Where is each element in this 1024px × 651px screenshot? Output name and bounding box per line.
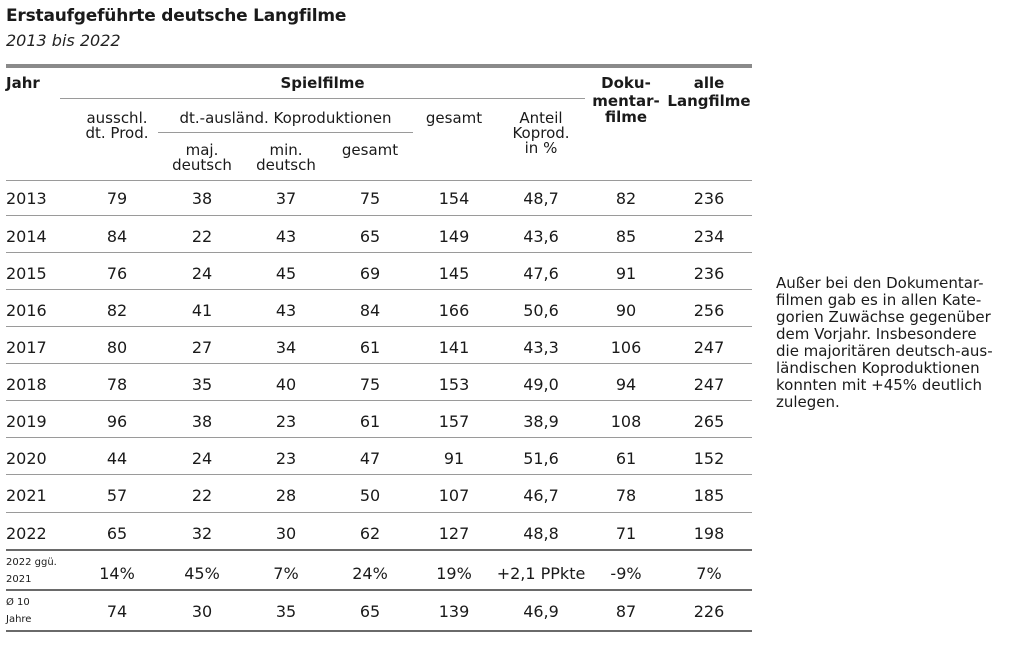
cell-anteil: 50,6	[523, 301, 559, 320]
header-kop-gesamt: gesamt	[341, 141, 399, 159]
cell-doku: 90	[615, 301, 637, 320]
note-line: die majoritären deutsch-aus-	[776, 342, 993, 360]
cell-min: 34	[275, 338, 297, 357]
cell-kop-gesamt: 84	[359, 301, 381, 320]
row-divider	[6, 437, 752, 438]
header-jahr: Jahr	[6, 74, 40, 92]
cell-gesamt: 153	[438, 375, 470, 394]
row-year: 2014	[6, 227, 47, 246]
spielfilme-rule	[60, 98, 585, 99]
header-top-rule	[6, 64, 752, 68]
cell-min: 28	[275, 486, 297, 505]
cell-min: 7%	[273, 564, 299, 583]
row-year: 2020	[6, 449, 47, 468]
cell-kop-gesamt: 50	[359, 486, 381, 505]
cell-kop-gesamt: 24%	[352, 564, 388, 583]
cell-doku: -9%	[610, 564, 642, 583]
row-divider	[6, 589, 752, 591]
row-year: 2019	[6, 412, 47, 431]
row-divider	[6, 326, 752, 327]
header-anteil-2: Koprod.	[512, 124, 570, 142]
cell-gesamt: 154	[438, 189, 470, 208]
cell-maj: 41	[191, 301, 213, 320]
cell-alle: 234	[693, 227, 725, 246]
cell-doku: 61	[615, 449, 637, 468]
header-ausschl-1: ausschl.	[86, 109, 148, 127]
cell-anteil: 38,9	[523, 412, 559, 431]
cell-ausschl: 79	[106, 189, 128, 208]
table-title: Erstaufgeführte deutsche Langfilme	[6, 6, 347, 26]
cell-maj: 30	[191, 602, 213, 621]
cell-min: 37	[275, 189, 297, 208]
cell-ausschl: 74	[106, 602, 128, 621]
change-label-1: 2022 ggü.	[6, 557, 57, 568]
cell-ausschl: 44	[106, 449, 128, 468]
cell-anteil: 47,6	[523, 264, 559, 283]
header-alle-2: Langfilme	[667, 92, 751, 110]
note-line: Außer bei den Dokumentar-	[776, 274, 984, 292]
cell-gesamt: 149	[438, 227, 470, 246]
note-line: filmen gab es in allen Kate-	[776, 291, 982, 309]
note-line: dem Vorjahr. Insbesondere	[776, 325, 977, 343]
cell-doku: 108	[610, 412, 642, 431]
row-year: 2018	[6, 375, 47, 394]
cell-gesamt: 107	[438, 486, 470, 505]
cell-anteil: +2,1 PPkte	[496, 564, 586, 583]
side-note	[776, 275, 1016, 411]
cell-gesamt: 91	[443, 449, 465, 468]
cell-anteil: 48,7	[523, 189, 559, 208]
row-divider	[6, 252, 752, 253]
cell-min: 23	[275, 412, 297, 431]
header-ausschl-2: dt. Prod.	[85, 124, 149, 142]
cell-kop-gesamt: 65	[359, 227, 381, 246]
cell-doku: 106	[610, 338, 642, 357]
cell-anteil: 46,9	[523, 602, 559, 621]
cell-anteil: 48,8	[523, 524, 559, 543]
row-year: 2015	[6, 264, 47, 283]
row-year: 2016	[6, 301, 47, 320]
row-divider	[6, 474, 752, 475]
cell-maj: 45%	[184, 564, 220, 583]
header-koproduktionen: dt.-ausländ. Koproduktionen	[179, 109, 392, 127]
cell-kop-gesamt: 69	[359, 264, 381, 283]
cell-alle: 198	[693, 524, 725, 543]
header-min-1: min.	[269, 141, 303, 159]
cell-doku: 87	[615, 602, 637, 621]
cell-ausschl: 57	[106, 486, 128, 505]
row-divider	[6, 549, 752, 551]
cell-alle: 226	[693, 602, 725, 621]
note-line: gorien Zuwächse gegenüber	[776, 308, 991, 326]
cell-doku: 78	[615, 486, 637, 505]
note-line: ländischen Koproduktionen	[776, 359, 980, 377]
cell-gesamt: 141	[438, 338, 470, 357]
cell-anteil: 46,7	[523, 486, 559, 505]
avg-label-2: Jahre	[6, 614, 32, 625]
row-year: 2022	[6, 524, 47, 543]
cell-maj: 24	[191, 449, 213, 468]
cell-alle: 236	[693, 264, 725, 283]
cell-anteil: 43,6	[523, 227, 559, 246]
cell-ausschl: 80	[106, 338, 128, 357]
koproduktionen-rule	[158, 132, 413, 133]
cell-min: 40	[275, 375, 297, 394]
row-year: 2021	[6, 486, 47, 505]
cell-maj: 35	[191, 375, 213, 394]
header-doku-1: Doku-	[601, 74, 651, 92]
header-gesamt: gesamt	[425, 109, 483, 127]
cell-anteil: 49,0	[523, 375, 559, 394]
cell-alle: 185	[693, 486, 725, 505]
header-anteil-1: Anteil	[519, 109, 563, 127]
cell-anteil: 43,3	[523, 338, 559, 357]
cell-alle: 256	[693, 301, 725, 320]
cell-anteil: 51,6	[523, 449, 559, 468]
header-maj-1: maj.	[185, 141, 219, 159]
row-divider	[6, 289, 752, 290]
cell-min: 30	[275, 524, 297, 543]
cell-ausschl: 84	[106, 227, 128, 246]
cell-gesamt: 166	[438, 301, 470, 320]
cell-gesamt: 139	[438, 602, 470, 621]
row-divider	[6, 512, 752, 513]
cell-gesamt: 157	[438, 412, 470, 431]
row-divider	[6, 363, 752, 364]
cell-maj: 27	[191, 338, 213, 357]
cell-gesamt: 127	[438, 524, 470, 543]
cell-min: 23	[275, 449, 297, 468]
cell-alle: 236	[693, 189, 725, 208]
cell-maj: 38	[191, 412, 213, 431]
row-year: 2013	[6, 189, 47, 208]
cell-gesamt: 19%	[436, 564, 472, 583]
cell-min: 43	[275, 227, 297, 246]
cell-min: 35	[275, 602, 297, 621]
cell-min: 43	[275, 301, 297, 320]
cell-alle: 265	[693, 412, 725, 431]
header-doku-2: mentar-	[592, 92, 660, 110]
cell-doku: 91	[615, 264, 637, 283]
header-doku-3: filme	[604, 108, 648, 126]
cell-maj: 38	[191, 189, 213, 208]
cell-doku: 71	[615, 524, 637, 543]
cell-ausschl: 82	[106, 301, 128, 320]
cell-kop-gesamt: 61	[359, 412, 381, 431]
avg-label-1: Ø 10	[6, 597, 30, 608]
cell-maj: 22	[191, 486, 213, 505]
cell-kop-gesamt: 75	[359, 189, 381, 208]
row-year: 2017	[6, 338, 47, 357]
cell-gesamt: 145	[438, 264, 470, 283]
cell-kop-gesamt: 75	[359, 375, 381, 394]
cell-doku: 85	[615, 227, 637, 246]
row-divider	[6, 400, 752, 401]
cell-alle: 152	[693, 449, 725, 468]
cell-kop-gesamt: 65	[359, 602, 381, 621]
cell-kop-gesamt: 61	[359, 338, 381, 357]
note-line: zulegen.	[776, 393, 840, 411]
header-spielfilme: Spielfilme	[280, 74, 365, 92]
header-min-2: deutsch	[256, 156, 316, 174]
table-subtitle: 2013 bis 2022	[6, 31, 121, 50]
table-bottom-rule	[6, 630, 752, 632]
cell-ausschl: 96	[106, 412, 128, 431]
cell-alle: 247	[693, 338, 725, 357]
cell-maj: 24	[191, 264, 213, 283]
cell-ausschl: 14%	[99, 564, 135, 583]
cell-ausschl: 78	[106, 375, 128, 394]
change-label-2: 2021	[6, 574, 32, 585]
row-divider	[6, 180, 752, 181]
cell-ausschl: 65	[106, 524, 128, 543]
cell-kop-gesamt: 47	[359, 449, 381, 468]
cell-doku: 82	[615, 189, 637, 208]
cell-maj: 22	[191, 227, 213, 246]
cell-maj: 32	[191, 524, 213, 543]
cell-alle: 7%	[696, 564, 722, 583]
header-anteil-3: in %	[524, 139, 558, 157]
note-line: konnten mit +45% deutlich	[776, 376, 983, 394]
cell-doku: 94	[615, 375, 637, 394]
row-divider	[6, 215, 752, 216]
header-maj-2: deutsch	[172, 156, 232, 174]
cell-kop-gesamt: 62	[359, 524, 381, 543]
cell-min: 45	[275, 264, 297, 283]
cell-alle: 247	[693, 375, 725, 394]
header-alle-1: alle	[693, 74, 725, 92]
cell-ausschl: 76	[106, 264, 128, 283]
